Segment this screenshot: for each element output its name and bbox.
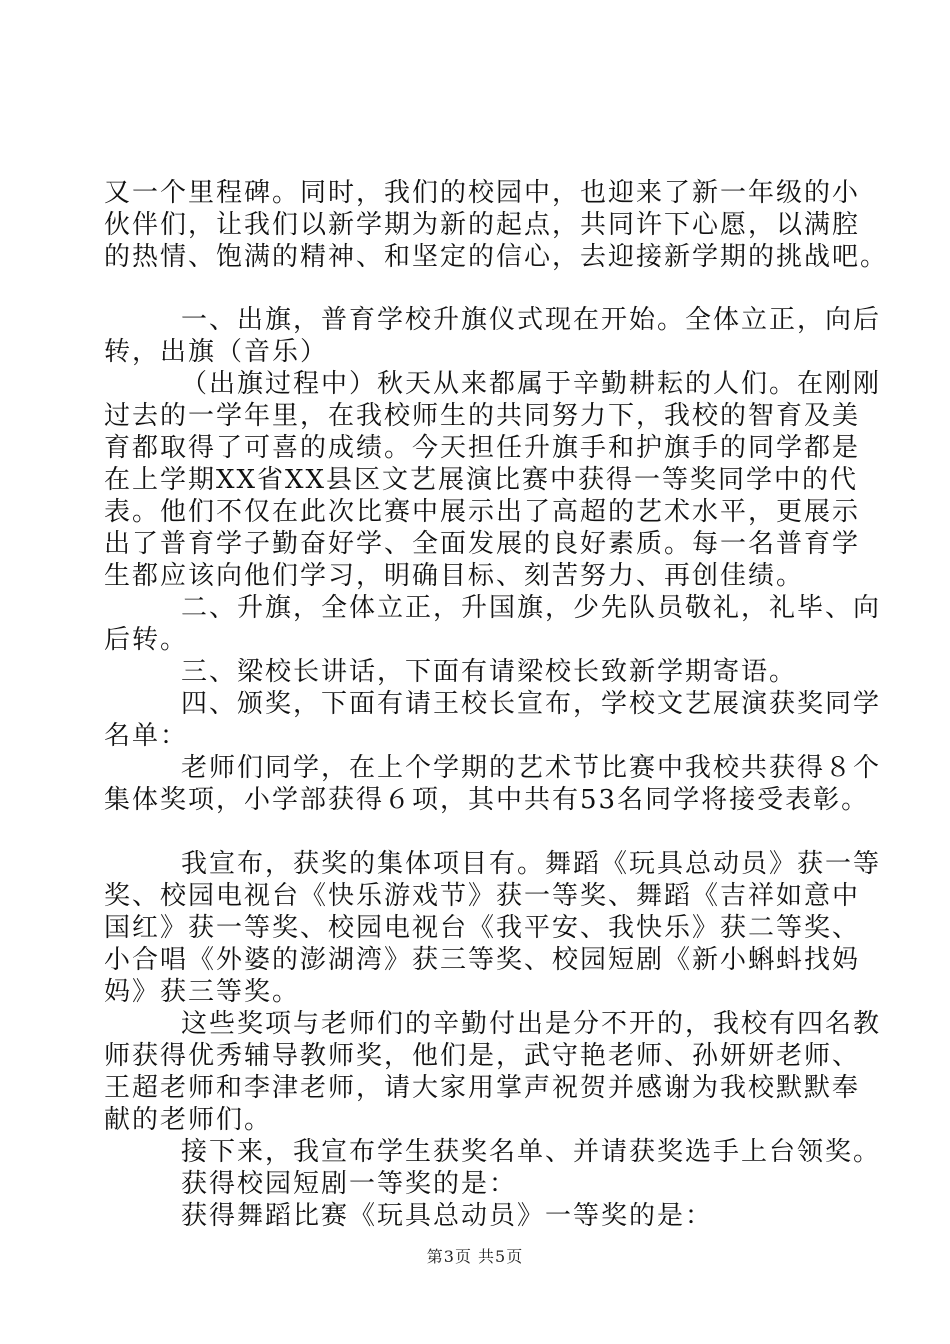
text-line: 妈》获三等奖。 <box>104 977 301 1007</box>
text-line: 接下来，我宣布学生获奖名单、并请获奖选手上台领奖。 <box>181 1137 882 1167</box>
text-line: 集体奖项，小学部获得６项，其中共有53名同学将接受表彰。 <box>104 785 870 815</box>
text-line: 过去的一学年里，在我校师生的共同努力下，我校的智育及美 <box>104 401 861 431</box>
text-line: 国红》获一等奖、校园电视台《我平安、我快乐》获二等奖、 <box>104 913 861 943</box>
text-line: 小合唱《外婆的澎湖湾》获三等奖、校园短剧《新小蝌蚪找妈 <box>104 945 861 975</box>
text-line: 表。他们不仅在此次比赛中展示出了高超的艺术水平，更展示 <box>104 497 861 527</box>
text-line: 二、升旗，全体立正，升国旗，少先队员敬礼，礼毕、向 <box>181 593 882 623</box>
text-line: 奖、校园电视台《快乐游戏节》获一等奖、舞蹈《吉祥如意中 <box>104 881 861 911</box>
page-number-footer: 第3页 共5页 <box>426 1247 524 1266</box>
text-line: 伙伴们，让我们以新学期为新的起点，共同许下心愿，以满腔 <box>104 210 861 240</box>
text-line: 转，出旗（音乐） <box>104 337 329 367</box>
text-line: 王超老师和李津老师，请大家用掌声祝贺并感谢为我校默默奉 <box>104 1073 861 1103</box>
text-line: 育都取得了可喜的成绩。今天担任升旗手和护旗手的同学都是 <box>104 433 861 463</box>
text-line: 我宣布，获奖的集体项目有。舞蹈《玩具总动员》获一等 <box>181 849 882 879</box>
text-line: 出了普育学子勤奋好学、全面发展的良好素质。每一名普育学 <box>104 529 861 559</box>
text-line: 四、颁奖，下面有请王校长宣布，学校文艺展演获奖同学 <box>181 689 882 719</box>
text-line: 获得舞蹈比赛《玩具总动员》一等奖的是： <box>181 1201 714 1231</box>
text-line: 这些奖项与老师们的辛勤付出是分不开的，我校有四名教 <box>181 1009 882 1039</box>
text-line: （出旗过程中）秋天从来都属于辛勤耕耘的人们。在刚刚 <box>181 369 882 399</box>
text-line: 生都应该向他们学习，明确目标、刻苦努力、再创佳绩。 <box>104 561 805 591</box>
text-line: 的热情、饱满的精神、和坚定的信心，去迎接新学期的挑战吧。 <box>104 242 889 272</box>
text-line: 三、梁校长讲话，下面有请梁校长致新学期寄语。 <box>181 657 798 687</box>
text-line: 献的老师们。 <box>104 1105 273 1135</box>
text-line: 一、出旗，普育学校升旗仪式现在开始。全体立正，向后 <box>181 305 882 335</box>
text-line: 获得校园短剧一等奖的是： <box>181 1169 518 1199</box>
text-line: 老师们同学，在上个学期的艺术节比赛中我校共获得８个 <box>181 753 882 783</box>
text-line: 后转。 <box>104 625 189 655</box>
text-line: 在上学期XX省XX县区文艺展演比赛中获得一等奖同学中的代 <box>104 465 859 495</box>
text-line: 师获得优秀辅导教师奖，他们是，武守艳老师、孙妍妍老师、 <box>104 1041 861 1071</box>
text-line: 名单： <box>104 721 189 751</box>
text-line: 又一个里程碑。同时，我们的校园中，也迎来了新一年级的小 <box>104 178 861 208</box>
